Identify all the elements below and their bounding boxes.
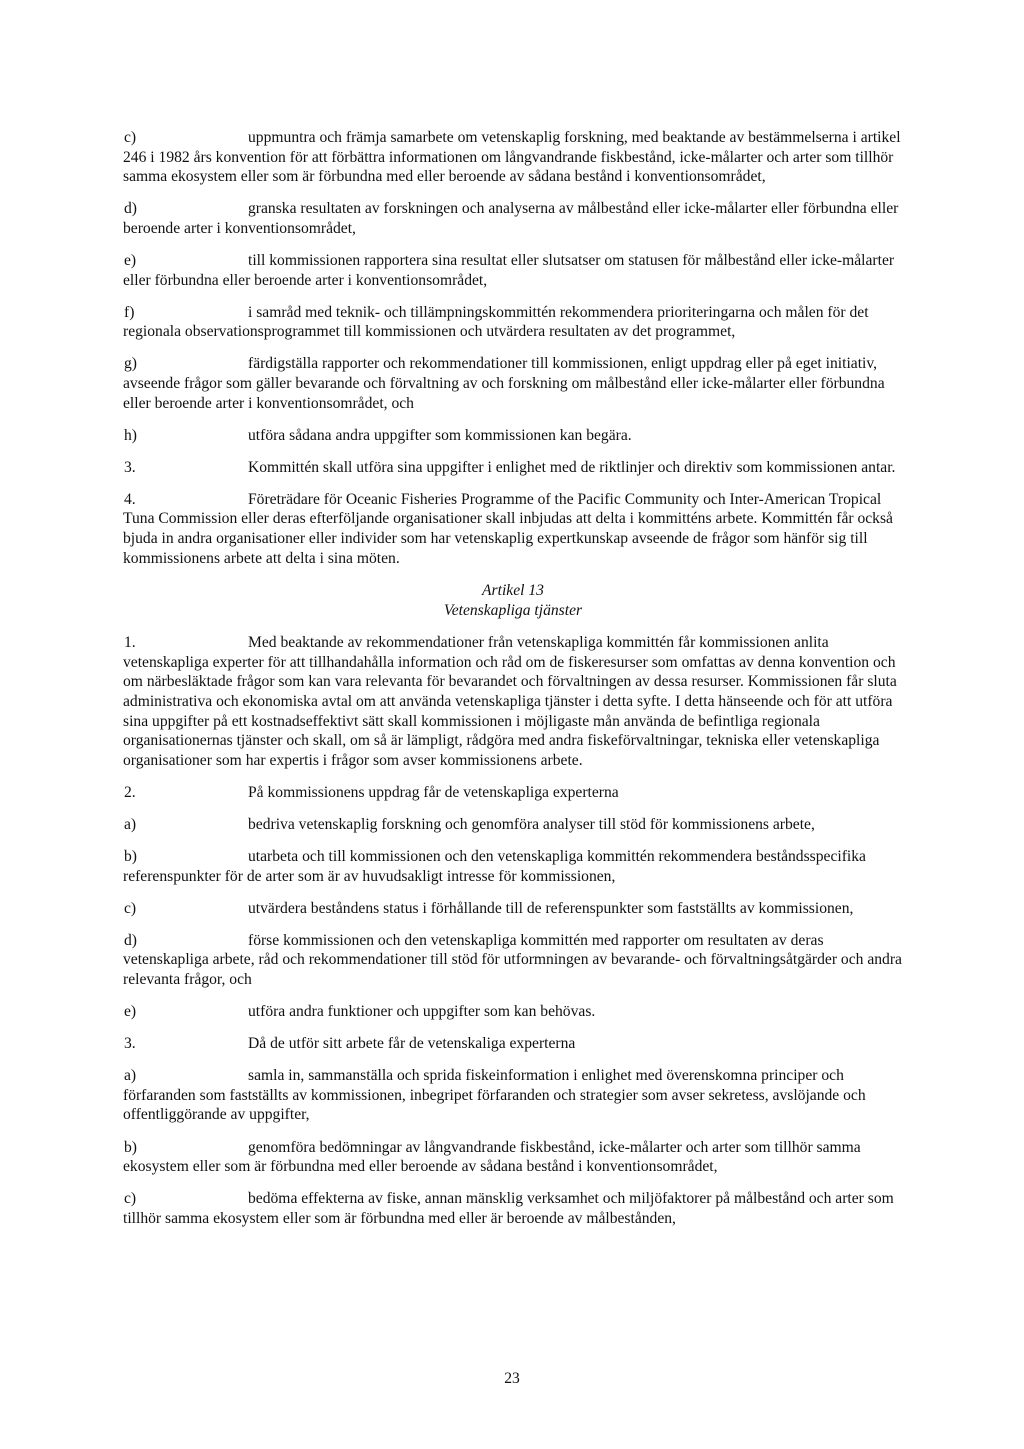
paragraph-e <box>123 251 903 290</box>
paragraph-2a <box>123 815 903 835</box>
item-text: Då de utför sitt arbete får de vetenskaliga experterna <box>248 1035 576 1053</box>
item-label: b) <box>124 1138 137 1156</box>
item-text: samla in, sammanställa och sprida fiskeinformation i enlighet med överenskomna principer och förfaranden som fastställts av kommissionen, inbegripet förfaranden och strategier som avser sekretess, avslöjande och offentliggörande av uppgifter, <box>123 1067 866 1124</box>
item-label: d) <box>124 200 137 218</box>
item-text: utarbeta och till kommissionen och den vetenskapliga kommittén rekommendera beståndsspecifika referenspunkter för de arter som är av huvudsakligt intresse för kommissionen, <box>123 848 866 885</box>
page-number: 23 <box>504 1370 520 1387</box>
paragraph-3 <box>123 458 903 478</box>
item-text: till kommissionen rapportera sina resultat eller slutsatser om statusen för målbestånd eller icke-målarter eller förbundna eller beroende arter i konventionsområdet, <box>123 251 895 289</box>
item-label: b) <box>124 848 137 866</box>
item-label: d) <box>124 931 137 949</box>
item-text: På kommissionens uppdrag får de vetenskapliga experterna <box>248 783 619 801</box>
item-text: genomföra bedömningar av långvandrande fiskbestånd, icke-målarter och arter som tillhör samma ekosystem eller som är förbundna med eller beroende av sådana bestånd i konventionsområdet, <box>123 1138 861 1176</box>
paragraph-2d <box>123 931 903 990</box>
paragraph-h <box>123 426 903 446</box>
item-text: Med beaktande av rekommendationer från vetenskapliga kommittén får kommissionen anlita vetenskapliga experter för att tillhandahålla information och råd om de fiskeresurser som omfattas av denna konvention och om närbesläktade frågor som kan vara relevanta för bevarandet och förvaltningen av dessa resurser. Kommissionen får sluta administrativa och ekonomiska avtal om att använda vetenskapliga tjänster i detta syfte. I detta hänseende och för att utföra sina uppgifter på ett kostnadseffektivt sätt skall kommissionen i möjligaste mån använda de befintliga regionala organisationernas tjänster och skall, om så är lämpligt, rådgöra med andra fiskeförvaltningar, tekniska eller vetenskapliga organisationer som har expertis i frågor som avser kommissionens arbete. <box>123 634 897 769</box>
item-label: c) <box>124 129 137 146</box>
paragraph-d <box>123 199 903 238</box>
item-label: f) <box>124 303 135 321</box>
paragraph-2 <box>123 783 903 803</box>
paragraph-3c <box>123 1189 903 1228</box>
item-text: utföra sådana andra uppgifter som kommissionen kan begära. <box>248 426 632 444</box>
item-text: utföra andra funktioner och uppgifter som kan behövas. <box>248 1003 596 1021</box>
item-text: förse kommissionen och den vetenskapliga kommittén med rapporter om resultaten av deras vetenskapliga arbete, råd och rekommendationer till stöd för utformningen av bevarande- och förvaltningsåtgärder och andra relevanta frågor, och <box>123 931 902 988</box>
paragraph-2b <box>123 847 903 886</box>
item-text: bedriva vetenskaplig forskning och genomföra analyser till stöd för kommissionens arbete, <box>248 815 815 833</box>
item-text: Kommittén skall utföra sina uppgifter i enlighet med de riktlinjer och direktiv som kommissionen antar. <box>248 458 896 476</box>
item-label: 3. <box>124 1035 136 1053</box>
item-label: g) <box>124 355 137 373</box>
paragraph-f <box>123 303 903 342</box>
item-text: Företrädare för Oceanic Fisheries Programme of the Pacific Community och Inter-American Tropical Tuna Commission eller deras efterföljande organisationer skall inbjudas att delta i kommitténs arbete. Kommittén får också bjuda in andra organisationer eller individer som har vetenskaplig expertkunskap avseende de frågor som hänför sig till kommissionens arbete att delta i sina möten. <box>123 490 893 567</box>
paragraph-2c <box>123 899 903 919</box>
paragraph-3b <box>123 1138 903 1177</box>
article-heading <box>123 581 903 621</box>
paragraph-3-after <box>123 1034 903 1054</box>
item-label: a) <box>124 815 137 833</box>
paragraph-1 <box>123 633 903 770</box>
item-text: färdigställa rapporter och rekommendationer till kommissionen, enligt uppdrag eller på eget initiativ, avseende frågor som gäller bevarande och förvaltning av och forskning om målbestånd eller icke-målarter eller förbundna eller beroende arter i konventionsområdet, och <box>123 355 885 412</box>
item-text: granska resultaten av forskningen och analyserna av målbestånd eller icke-målarter eller förbundna eller beroende arter i konventionsområdet, <box>123 200 899 237</box>
item-label: 3. <box>124 458 136 476</box>
item-label: 1. <box>124 634 136 652</box>
paragraph-4 <box>123 490 903 568</box>
paragraph-3a <box>123 1066 903 1125</box>
paragraph-2e <box>123 1002 903 1022</box>
item-text: uppmuntra och främja samarbete om vetenskaplig forskning, med beaktande av bestämmelserna i artikel 246 i 1982 års konvention för att förbättra informationen om långvandrande fiskbestånd, icke-målarter och arter som tillhör samma ekosystem eller som är förbundna med eller beroende av sådana bestånd i konventionsområdet, <box>123 129 901 186</box>
item-label: c) <box>124 1190 137 1208</box>
paragraph-c <box>123 128 903 187</box>
document-body <box>123 128 903 1241</box>
article-number: Artikel 13 <box>482 581 544 599</box>
paragraph-g <box>123 354 903 413</box>
item-text: bedöma effekterna av fiske, annan mänsklig verksamhet och miljöfaktorer på målbestånd och arter som tillhör samma ekosystem eller som är förbundna med eller är beroende av målbestånden, <box>123 1190 894 1227</box>
article-title: Vetenskapliga tjänster <box>443 601 583 619</box>
item-label: e) <box>124 251 137 269</box>
item-label: c) <box>124 899 137 917</box>
item-label: 2. <box>124 783 136 801</box>
item-text: i samråd med teknik- och tillämpningskommittén rekommendera prioriteringarna och målen för det regionala observationsprogrammet till kommissionen och utvärdera resultaten av det programmet, <box>123 303 869 341</box>
item-label: a) <box>124 1067 137 1085</box>
item-label: 4. <box>124 490 136 508</box>
item-label: h) <box>124 426 137 444</box>
item-label: e) <box>124 1003 137 1021</box>
item-text: utvärdera beståndens status i förhållande till de referenspunkter som fastställts av kommissionen, <box>248 899 854 917</box>
